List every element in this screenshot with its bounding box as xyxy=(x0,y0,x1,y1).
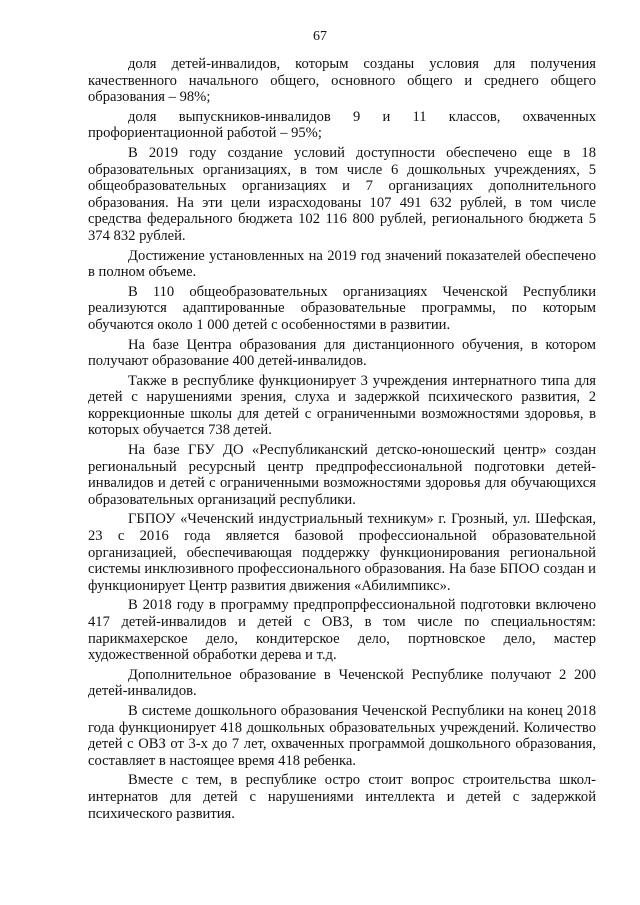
paragraph-9: ГБПОУ «Чеченский индустриальный техникум» г. Грозный, ул. Шефская, 23 с 2016 года является базовой профессиональной образовательной организацией, обеспечивающая поддержку функционирования региональной системы инклюзивного профессионального образования. На базе БПОО создан и функционирует Центр развития движения «Абилимпикс». xyxy=(88,511,596,594)
paragraph-6: На базе Центра образования для дистанционного обучения, в котором получают образование 400 детей-инвалидов. xyxy=(88,336,596,370)
body-text xyxy=(88,56,596,825)
paragraph-11: Дополнительное образование в Чеченской Республике получают 2 200 детей-инвалидов. xyxy=(88,666,596,700)
paragraph-3: В 2019 году создание условий доступности обеспечено еще в 18 образовательных организациях, в том числе 6 дошкольных учреждениях, 5 общеобразовательных организациях и 7 организациях дополнительного образования. На эти цели израсходованы 107 491 632 рублей, в том числе средства федерального бюджета 102 116 800 рублей, регионального бюджета 5 374 832 рублей. xyxy=(88,144,596,244)
paragraph-4: Достижение установленных на 2019 год значений показателей обеспечено в полном объеме. xyxy=(88,247,596,281)
page-number: 67 xyxy=(313,29,327,44)
paragraph-1: доля детей-инвалидов, которым созданы условия для получения качественного начального общего, основного общего и среднего общего образования – 98%; xyxy=(88,56,596,106)
paragraph-2: доля выпускников-инвалидов 9 и 11 классов, охваченных профориентационной работой – 95%; xyxy=(88,108,596,142)
paragraph-8: На базе ГБУ ДО «Республиканский детско-юношеский центр» создан региональный ресурсный центр предпрофессиональной подготовки детей-инвалидов и детей с ограниченными возможностями здоровья для обучающихся образовательных организаций республики. xyxy=(88,442,596,508)
paragraph-13: Вместе с тем, в республике остро стоит вопрос строительства школ-интернатов для детей с нарушениями интеллекта и детей с задержкой психического развития. xyxy=(88,772,596,822)
paragraph-5: В 110 общеобразовательных организациях Чеченской Республики реализуются адаптированные образовательные программы, по которым обучаются около 1 000 детей с особенностями в развитии. xyxy=(88,283,596,333)
paragraph-7: Также в республике функционирует 3 учреждения интернатного типа для детей с нарушениями зрения, слуха и задержкой психического развития, 2 коррекционные школы для детей с ограниченными возможностями здоровья, в которых обучается 738 детей. xyxy=(88,372,596,439)
paragraph-12: В системе дошкольного образования Чеченской Республики на конец 2018 года функционирует 418 дошкольных образовательных учреждений. Количество детей с ОВЗ от 3-х до 7 лет, охваченных программой дошкольного образования, составляет в настоящее время 418 ребенка. xyxy=(88,702,596,769)
paragraph-10: В 2018 году в программу предпропрфессиональной подготовки включено 417 детей-инвалидов и детей с ОВЗ, в том числе по специальностям: парикмахерское дело, кондитерское дело, портновское дело, мастер художественной обработки дерева и т.д. xyxy=(88,597,596,664)
